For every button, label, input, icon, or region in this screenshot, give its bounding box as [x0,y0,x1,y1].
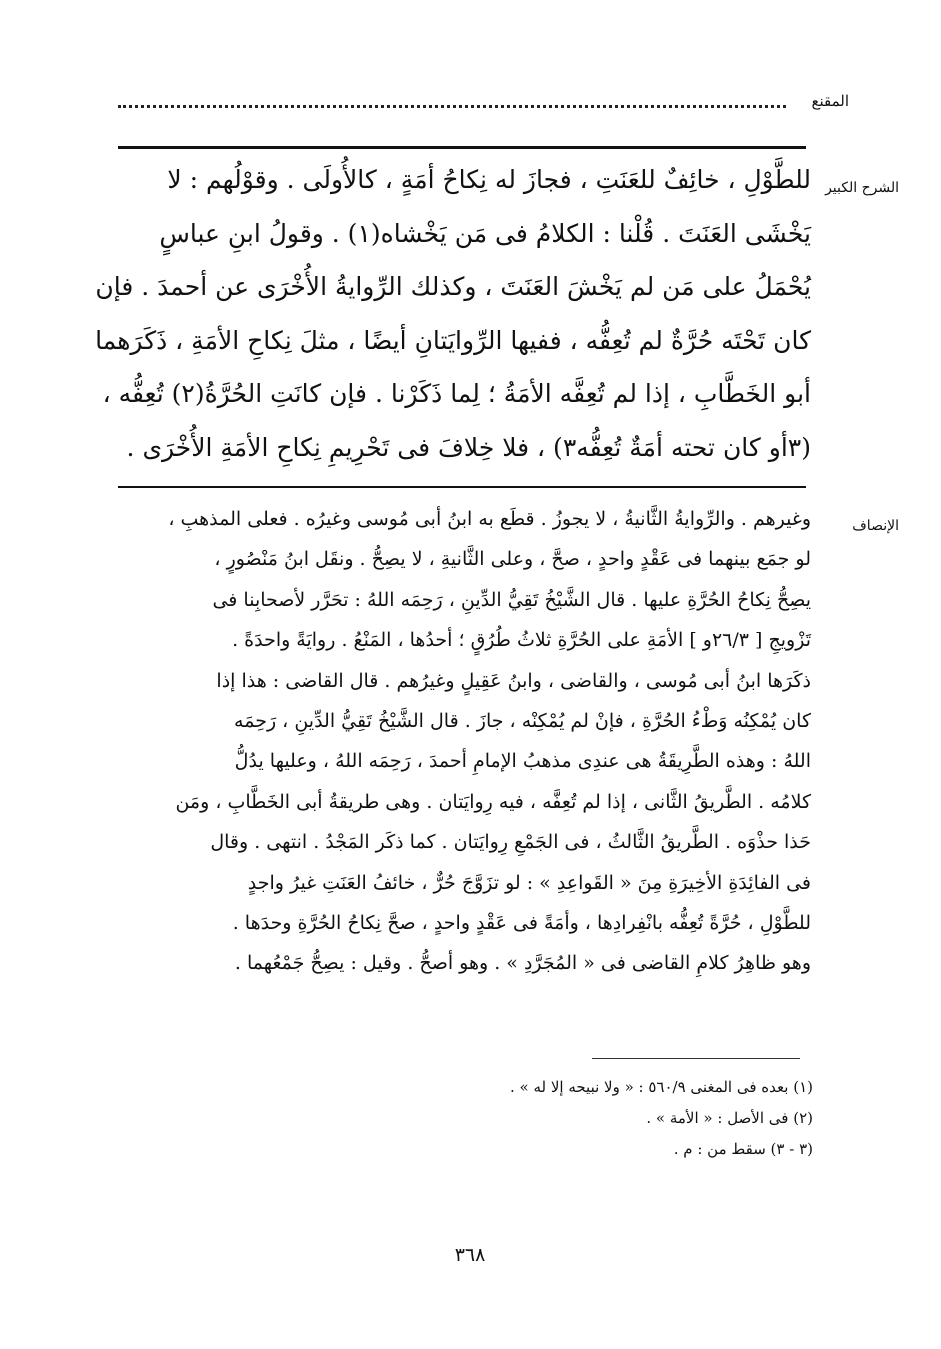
header-solid-rule [118,146,806,149]
insaf-line: يصِحُّ نِكاحُ الحُرَّةِ عليها . قال الشَّيْخُ تَقِيُّ الدِّينِ ، رَحِمَه اللهُ : تحَرَّر لأصحابِنا فى [212,588,811,611]
sharh-text-block [95,153,811,474]
page-number: ٣٦٨ [454,1244,486,1266]
sharh-line: يُحْمَلُ على مَن لم يَخْشَ العَنَتَ ، وكذلك الرِّوايةُ الأُخْرَى عن أحمدَ . فإن [95,272,811,301]
insaf-line: كان يُمْكِنُه وَطْءُ الحُرَّةِ ، فإنْ لم يُمْكِنْه ، جازَ . قال الشَّيْخُ تَقِيُّ الدِّينِ ، رَحِمَه [234,710,811,733]
insaf-line: تَزْويجِ [ ٢٦/٣و ] الأمَةِ على الحُرَّةِ ثلاثُ طُرُقٍ ؛ أحدُها ، المَنْعُ . روايَةً واحدَةً . [232,629,811,652]
header-dotted-rule [118,105,786,108]
sharh-line: (٣أو كان تحته أمَةٌ تُعِفُّه٣) ، فلا خِلافَ فى تَحْرِيمِ نِكاحِ الأمَةِ الأُخْرَى . [126,432,811,462]
sharh-line: يَخْشَى العَنَتَ . قُلْنا : الكلامُ فى مَن يَخْشاه(١) . وقولُ ابنِ عباسٍ [159,218,811,248]
footnote-line: (٣ - ٣) سقط من : م . [673,1140,813,1158]
insaf-line: وهو ظاهِرُ كلامِ القاضى فى « المُجَرَّدِ » . وهو أصحُّ . وقيل : يصِحُّ جَمْعُهما . [234,952,811,975]
insaf-line: ذكَرَها ابنُ أبى مُوسى ، والقاضى ، وابنُ عَقِيلٍ وغيرُهم . قال القاضى : هذا إذا [216,669,811,692]
insaf-line: وغيرهم . والرِّوايةُ الثَّانيةُ ، لا يجوزُ . قطَع به ابنُ أبى مُوسى وغيرُه . فعلى المذهبِ ، [168,508,811,530]
section-divider [118,486,806,488]
insaf-line: كلامُه . الطَّريقُ الثَّانى ، إذا لم تُعِفَّه ، فيه رِوايَتان . وهى طريقةُ أبى الخَطَّابِ ، ومَن [175,790,811,813]
sharh-line: أبو الخَطَّابِ ، إذا لم تُعِفَّه الأمَةُ ؛ لِما ذَكَرْنا . فإن كانَتِ الحُرَّةُ(٢) تُعِفُّه ، [102,379,811,408]
insaf-line: فى الفائِدَةِ الأخِيرَةِ مِنَ « القَواعِدِ » : لو تزَوَّجَ حُرٌّ ، خائفُ العَنَتِ غيرُ واجدٍ [247,871,811,894]
insaf-line: اللهُ : وهذه الطَّرِيقَةُ هى عندِى مذهبُ الإمامِ أحمدَ ، رَحِمَه اللهُ ، وعليها يدُلُّ [234,750,811,773]
insaf-line: للطَّوْلِ ، حُرَّةً تُعِفُّه بانْفِرادِها ، وأمَةً فى عَقْدٍ واحدٍ ، صحَّ نِكاحُ الحُرَّةِ وحدَها . [232,912,811,935]
insaf-line: حَذا حذْوَه . الطَّريقُ الثَّالثُ ، فى الجَمْعِ رِوايَتان . كما ذكَر المَجْدُ . انتهى . وقال [210,831,811,854]
insaf-section-label: الإنصاف [852,518,899,534]
footnotes [393,1072,813,1165]
footnote-line: (٢) فى الأصل : « الأمة » . [646,1109,813,1127]
sharh-line: كان تَحْتَه حُرَّةٌ لم تُعِفُّه ، ففيها الرِّوايَتانِ أيضًا ، مثلَ نِكاحِ الأمَةِ ، ذَكَرَهما [95,325,811,355]
sharh-section-label: الشرح الكبير [825,180,899,196]
sharh-line: للطَّوْلِ ، خائِفٌ للعَنَتِ ، فجازَ له نِكاحُ أمَةٍ ، كالأُولَى . وقوْلُهم : لا [167,165,811,194]
footnote-line: (١) بعده فى المغنى ٥٦٠/٩ : « ولا نبيحه إلا له » . [509,1078,813,1096]
insaf-line: لو جمَع بينهما فى عَقْدٍ واحدٍ ، صحَّ ، وعلى الثَّانيةِ ، لا يصِحُّ . ونقَل ابنُ مَنْصُورٍ ، [214,548,811,571]
insaf-text-block [118,499,811,984]
footnote-rule [592,1058,800,1059]
running-header-title: المقنع [811,92,849,110]
